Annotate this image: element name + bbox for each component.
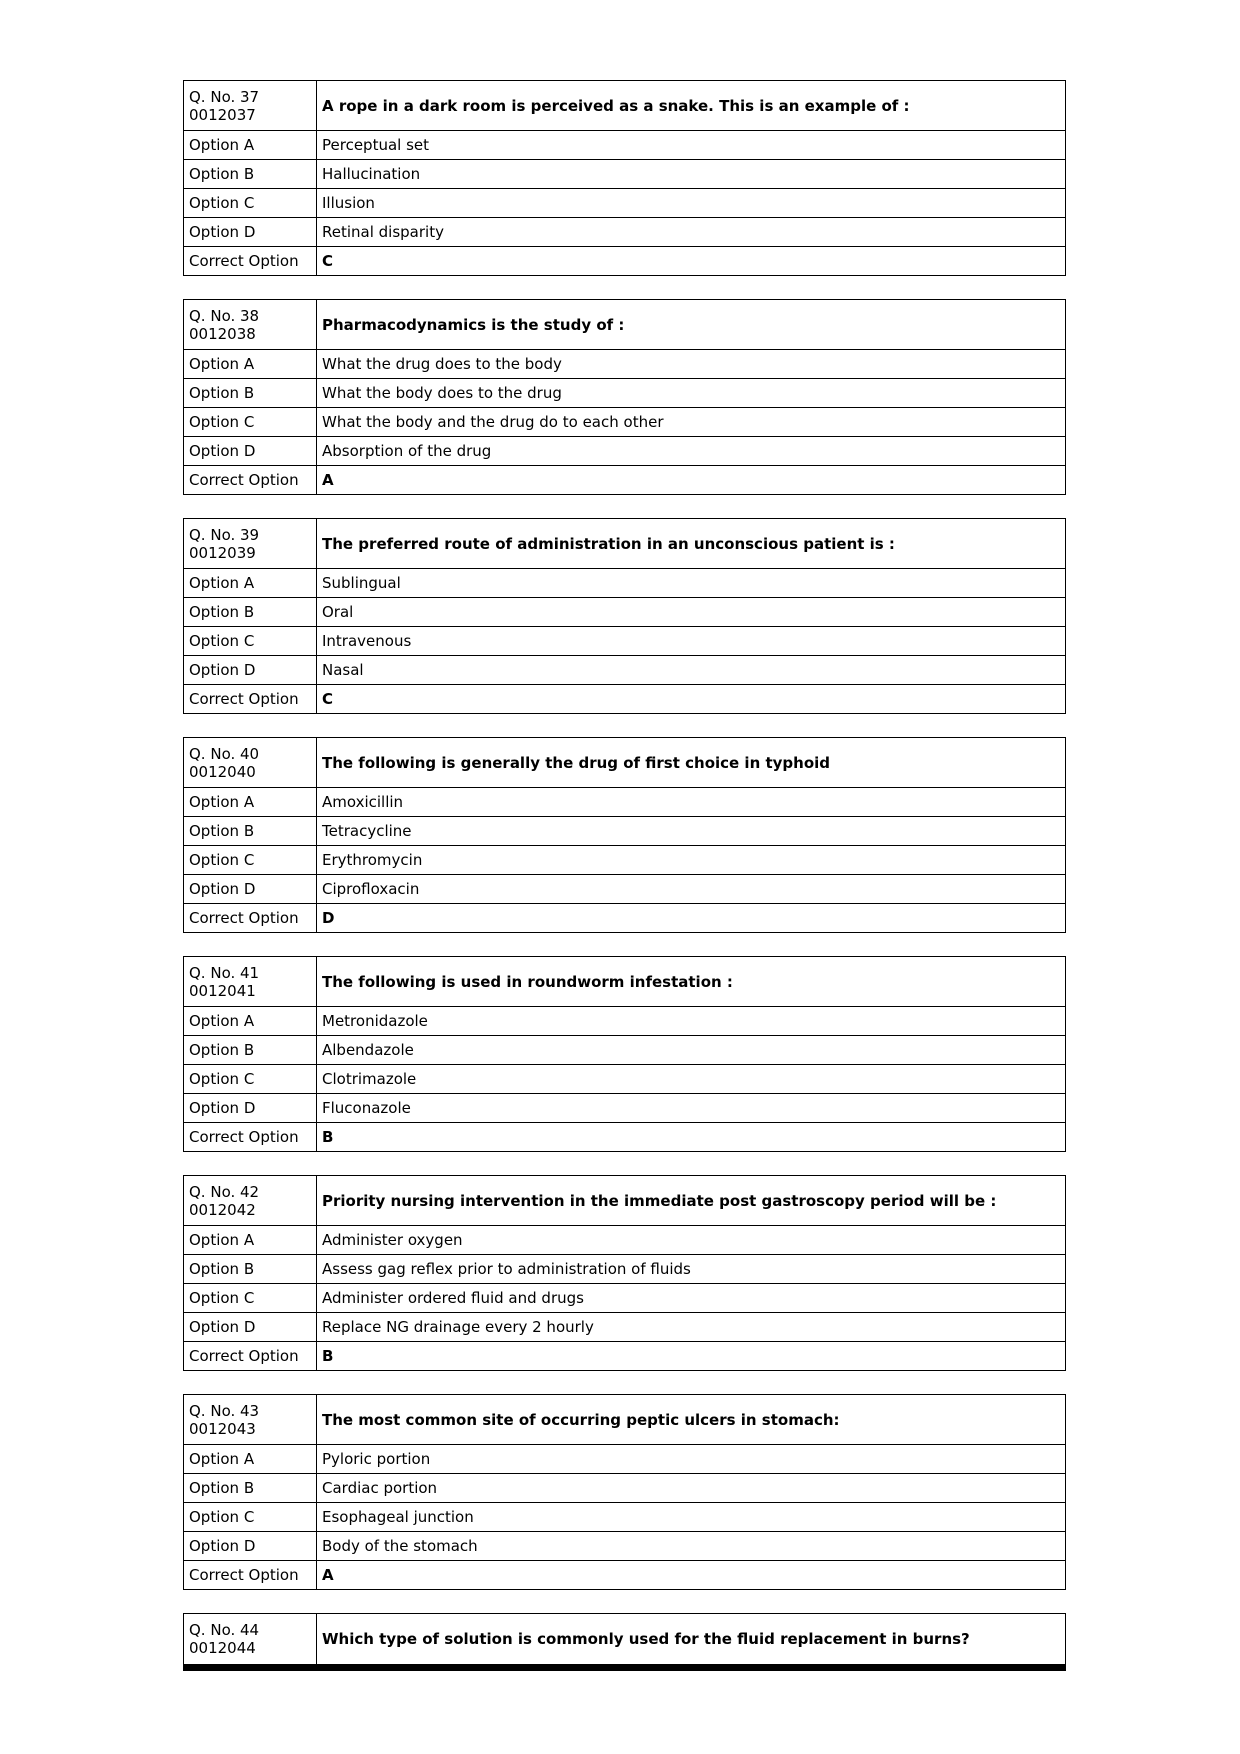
option-row [184, 1284, 1066, 1313]
option-a-text: Sublingual [317, 569, 1066, 598]
option-c-label: Option C [184, 627, 317, 656]
question-table [183, 1394, 1066, 1590]
question-code: 0012039 [189, 543, 256, 562]
question-code: 0012043 [189, 1419, 256, 1438]
question-number: Q. No. 39 [189, 525, 260, 544]
option-row [184, 408, 1066, 437]
option-row [184, 627, 1066, 656]
option-c-text: Illusion [317, 189, 1066, 218]
option-row [184, 656, 1066, 685]
option-a-text: Administer oxygen [317, 1226, 1066, 1255]
correct-option-value: D [317, 904, 1066, 933]
question-number: Q. No. 37 [189, 87, 260, 106]
question-number: Q. No. 40 [189, 744, 260, 763]
question-number: Q. No. 43 [189, 1401, 260, 1420]
question-number: Q. No. 44 [189, 1621, 260, 1639]
question-number: Q. No. 38 [189, 306, 260, 325]
option-c-text: Erythromycin [317, 846, 1066, 875]
option-row [184, 131, 1066, 160]
option-b-text: Hallucination [317, 160, 1066, 189]
question-number-cell [184, 1395, 317, 1445]
question-text: Pharmacodynamics is the study of : [317, 300, 1066, 350]
correct-option-row [184, 1561, 1066, 1590]
option-row [184, 379, 1066, 408]
question-header-row [184, 738, 1066, 788]
option-row [184, 189, 1066, 218]
question-number-cell [184, 519, 317, 569]
correct-option-label: Correct Option [184, 1123, 317, 1152]
question-code: 0012038 [189, 324, 256, 343]
option-d-text: Absorption of the drug [317, 437, 1066, 466]
option-d-label: Option D [184, 1532, 317, 1561]
option-a-text: Perceptual set [317, 131, 1066, 160]
option-row [184, 1065, 1066, 1094]
correct-option-value: C [317, 247, 1066, 276]
option-b-label: Option B [184, 817, 317, 846]
option-row [184, 875, 1066, 904]
correct-option-label: Correct Option [184, 1342, 317, 1371]
question-text: The preferred route of administration in an unconscious patient is : [317, 519, 1066, 569]
question-table [183, 737, 1066, 933]
option-b-text: Cardiac portion [317, 1474, 1066, 1503]
option-row [184, 437, 1066, 466]
option-row [184, 846, 1066, 875]
option-c-label: Option C [184, 1065, 317, 1094]
option-a-text: Pyloric portion [317, 1445, 1066, 1474]
question-text: A rope in a dark room is perceived as a snake. This is an example of : [317, 81, 1066, 131]
question-number-cell [184, 1614, 317, 1664]
question-code: 0012041 [189, 981, 256, 1000]
option-d-text: Fluconazole [317, 1094, 1066, 1123]
option-a-label: Option A [184, 131, 317, 160]
option-c-label: Option C [184, 1284, 317, 1313]
question-number-cell [184, 1176, 317, 1226]
option-b-text: What the body does to the drug [317, 379, 1066, 408]
question-header-row [184, 1176, 1066, 1226]
question-code: 0012040 [189, 762, 256, 781]
option-d-label: Option D [184, 437, 317, 466]
option-row [184, 569, 1066, 598]
correct-option-label: Correct Option [184, 904, 317, 933]
option-a-label: Option A [184, 350, 317, 379]
option-d-label: Option D [184, 656, 317, 685]
option-a-text: What the drug does to the body [317, 350, 1066, 379]
question-table [183, 1613, 1066, 1671]
option-b-label: Option B [184, 160, 317, 189]
option-b-text: Assess gag reflex prior to administration of fluids [317, 1255, 1066, 1284]
correct-option-value: B [317, 1123, 1066, 1152]
option-d-label: Option D [184, 218, 317, 247]
question-table [183, 299, 1066, 495]
option-a-label: Option A [184, 1226, 317, 1255]
option-row [184, 1503, 1066, 1532]
option-d-text: Nasal [317, 656, 1066, 685]
option-b-label: Option B [184, 379, 317, 408]
option-a-label: Option A [184, 788, 317, 817]
correct-option-row [184, 1342, 1066, 1371]
question-header-row [184, 957, 1066, 1007]
question-number: Q. No. 42 [189, 1182, 260, 1201]
question-number-cell [184, 300, 317, 350]
option-a-text: Amoxicillin [317, 788, 1066, 817]
option-row [184, 1007, 1066, 1036]
option-d-label: Option D [184, 1094, 317, 1123]
option-b-text: Albendazole [317, 1036, 1066, 1065]
question-header-row [184, 81, 1066, 131]
option-row [184, 160, 1066, 189]
option-b-label: Option B [184, 1474, 317, 1503]
option-row [184, 1094, 1066, 1123]
option-d-label: Option D [184, 1313, 317, 1342]
question-table [183, 518, 1066, 714]
option-b-label: Option B [184, 1036, 317, 1065]
option-b-text: Oral [317, 598, 1066, 627]
question-text: The most common site of occurring peptic ulcers in stomach: [317, 1395, 1066, 1445]
correct-option-row [184, 466, 1066, 495]
option-row [184, 1532, 1066, 1561]
question-header-row [184, 1614, 1065, 1664]
option-row [184, 598, 1066, 627]
question-text: Priority nursing intervention in the immediate post gastroscopy period will be : [317, 1176, 1066, 1226]
option-row [184, 817, 1066, 846]
option-c-text: Administer ordered fluid and drugs [317, 1284, 1066, 1313]
option-b-label: Option B [184, 598, 317, 627]
option-d-text: Body of the stomach [317, 1532, 1066, 1561]
correct-option-label: Correct Option [184, 247, 317, 276]
question-header-row [184, 300, 1066, 350]
option-row [184, 1474, 1066, 1503]
option-a-text: Metronidazole [317, 1007, 1066, 1036]
correct-option-row [184, 904, 1066, 933]
option-d-text: Replace NG drainage every 2 hourly [317, 1313, 1066, 1342]
correct-option-label: Correct Option [184, 685, 317, 714]
correct-option-row [184, 685, 1066, 714]
option-c-text: Intravenous [317, 627, 1066, 656]
correct-option-label: Correct Option [184, 1561, 317, 1590]
option-row [184, 1313, 1066, 1342]
option-row [184, 1226, 1066, 1255]
option-row [184, 1255, 1066, 1284]
question-list [183, 80, 1066, 1694]
question-header-row [184, 1395, 1066, 1445]
option-a-label: Option A [184, 1007, 317, 1036]
correct-option-value: B [317, 1342, 1066, 1371]
question-code: 0012037 [189, 105, 256, 124]
question-table [183, 956, 1066, 1152]
correct-option-row [184, 1123, 1066, 1152]
question-number-cell [184, 81, 317, 131]
question-table [183, 80, 1066, 276]
question-table [183, 1175, 1066, 1371]
option-d-text: Ciprofloxacin [317, 875, 1066, 904]
option-row [184, 788, 1066, 817]
option-d-label: Option D [184, 875, 317, 904]
correct-option-value: C [317, 685, 1066, 714]
option-b-label: Option B [184, 1255, 317, 1284]
question-code: 0012044 [189, 1639, 256, 1657]
option-b-text: Tetracycline [317, 817, 1066, 846]
question-number: Q. No. 41 [189, 963, 260, 982]
question-code: 0012042 [189, 1200, 256, 1219]
option-row [184, 218, 1066, 247]
option-c-label: Option C [184, 846, 317, 875]
option-a-label: Option A [184, 1445, 317, 1474]
option-c-label: Option C [184, 408, 317, 437]
question-number-cell [184, 738, 317, 788]
option-a-label: Option A [184, 569, 317, 598]
correct-option-label: Correct Option [184, 466, 317, 495]
option-c-label: Option C [184, 1503, 317, 1532]
option-row [184, 1036, 1066, 1065]
question-header-row [184, 519, 1066, 569]
correct-option-value: A [317, 1561, 1066, 1590]
question-text: Which type of solution is commonly used for the fluid replacement in burns? [322, 1630, 970, 1648]
option-c-text: What the body and the drug do to each other [317, 408, 1066, 437]
option-row [184, 350, 1066, 379]
correct-option-row [184, 247, 1066, 276]
option-row [184, 1445, 1066, 1474]
correct-option-value: A [317, 466, 1066, 495]
option-c-text: Esophageal junction [317, 1503, 1066, 1532]
question-number-cell [184, 957, 317, 1007]
question-text: The following is generally the drug of first choice in typhoid [317, 738, 1066, 788]
option-c-text: Clotrimazole [317, 1065, 1066, 1094]
option-c-label: Option C [184, 189, 317, 218]
option-d-text: Retinal disparity [317, 218, 1066, 247]
question-text: The following is used in roundworm infestation : [317, 957, 1066, 1007]
